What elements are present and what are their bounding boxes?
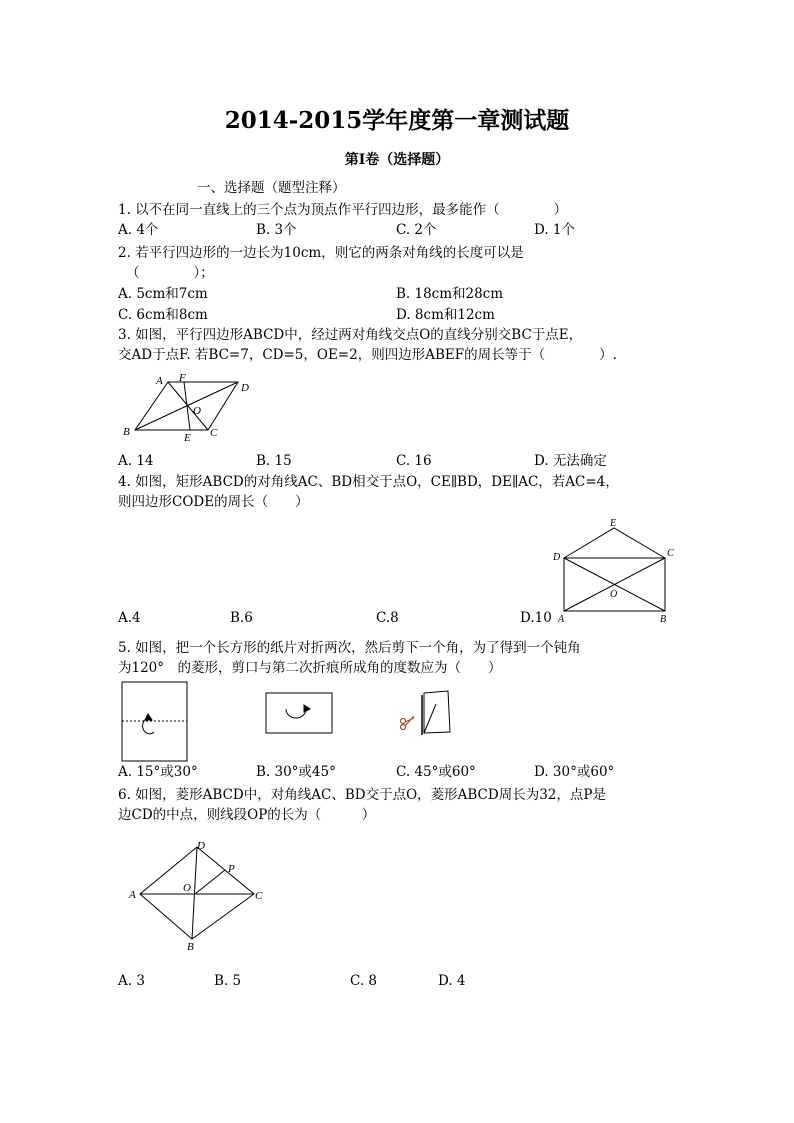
q4-rectangle-figure — [548, 516, 682, 626]
q4-option-b: B.6 — [230, 610, 253, 626]
q5-fold-step2 — [266, 693, 332, 733]
q6-label-d: D — [197, 840, 205, 852]
q4-option-a: A.4 — [118, 610, 141, 626]
q4-label-b: B — [660, 614, 667, 625]
q5-line2: 为120° 的菱形，剪口与第二次折痕所成角的度数应为（ ） — [118, 660, 502, 676]
q6-label-b: B — [187, 941, 194, 953]
q4-label-e: E — [610, 518, 617, 529]
q3-label-d: D — [241, 382, 249, 394]
q2-option-a: A. 5cm和7cm — [118, 286, 208, 302]
q5-cut-step3 — [422, 691, 450, 735]
q1-option-a: A. 4个 — [118, 222, 159, 238]
q6-line2: 边CD的中点，则线段OP的长为（ ） — [118, 807, 376, 823]
q3-label-o: O — [193, 405, 201, 417]
q4-label-o: O — [610, 589, 618, 600]
q3-parallelogram-figure — [118, 370, 258, 446]
q1-stem: 1. 以不在同一直线上的三个点为顶点作平行四边形，最多能作（ ） — [118, 202, 568, 218]
q4-label-c: C — [667, 548, 674, 559]
q3-label-f: F — [179, 372, 186, 384]
q5-line1: 5. 如图，把一个长方形的纸片对折两次，然后剪下一个角，为了得到一个钝角 — [118, 640, 581, 656]
q6-option-a: A. 3 — [118, 973, 145, 989]
q5-option-a: A. 15°或30° — [118, 764, 198, 780]
q1-option-b: B. 3个 — [256, 222, 297, 238]
q2-blank: （ ）； — [126, 265, 214, 281]
section-heading: 一、选择题（题型注释） — [197, 180, 346, 196]
q5-option-b: B. 30°或45° — [256, 764, 336, 780]
q5-fold-step1 — [122, 682, 187, 761]
q2-option-b: B. 18cm和28cm — [396, 286, 504, 302]
q6-label-a: A — [129, 889, 136, 901]
q1-option-c: C. 2个 — [396, 222, 437, 238]
q4-line1: 4. 如图，矩形ABCD的对角线AC、BD相交于点O，CE∥BD，DE∥AC，若AC=4， — [118, 474, 619, 490]
q6-rhombus-figure — [124, 836, 274, 954]
part-title: 第Ⅰ卷（选择题） — [344, 152, 450, 168]
q4-option-d: D.10 — [520, 610, 552, 626]
q3-label-e: E — [184, 432, 191, 444]
q3-option-b: B. 15 — [256, 453, 292, 469]
q2-option-c: C. 6cm和8cm — [118, 307, 208, 323]
q6-option-c: C. 8 — [350, 973, 378, 989]
q4-line2: 则四边形CODE的周长（ ） — [118, 494, 309, 510]
q3-option-c: C. 16 — [396, 453, 432, 469]
q6-label-o: O — [183, 882, 191, 894]
q3-option-d: D. 无法确定 — [534, 453, 607, 469]
q1-option-d: D. 1个 — [534, 222, 576, 238]
q3-label-a: A — [156, 375, 163, 387]
q2-option-d: D. 8cm和12cm — [396, 307, 495, 323]
scissors-icon — [401, 716, 415, 730]
q6-option-d: D. 4 — [438, 973, 466, 989]
q4-label-a: A — [558, 614, 565, 625]
q6-line1: 6. 如图，菱形ABCD中，对角线AC、BD交于点O，菱形ABCD周长为32，点P是 — [118, 787, 606, 803]
q2-stem: 2. 若平行四边形的一边长为10cm，则它的两条对角线的长度可以是 — [118, 245, 524, 261]
q5-paper-folding-figure — [118, 680, 468, 764]
q3-label-c: C — [210, 427, 218, 439]
q3-line2: 交AD于点F. 若BC=7，CD=5，OE=2，则四边形ABEF的周长等于（ ）. — [118, 347, 617, 363]
q3-line1: 3. 如图，平行四边形ABCD中，经过两对角线交点O的直线分别交BC于点E， — [118, 327, 583, 343]
q5-option-c: C. 45°或60° — [396, 764, 476, 780]
q6-option-b: B. 5 — [214, 973, 242, 989]
page-title: 2014-2015学年度第一章测试题 — [224, 107, 570, 134]
q6-label-p: P — [228, 863, 235, 875]
q4-option-c: C.8 — [376, 610, 399, 626]
q3-option-a: A. 14 — [118, 453, 154, 469]
q6-label-c: C — [255, 890, 263, 902]
q5-option-d: D. 30°或60° — [534, 764, 615, 780]
q4-label-d: D — [553, 552, 561, 563]
q3-label-b: B — [123, 426, 130, 438]
